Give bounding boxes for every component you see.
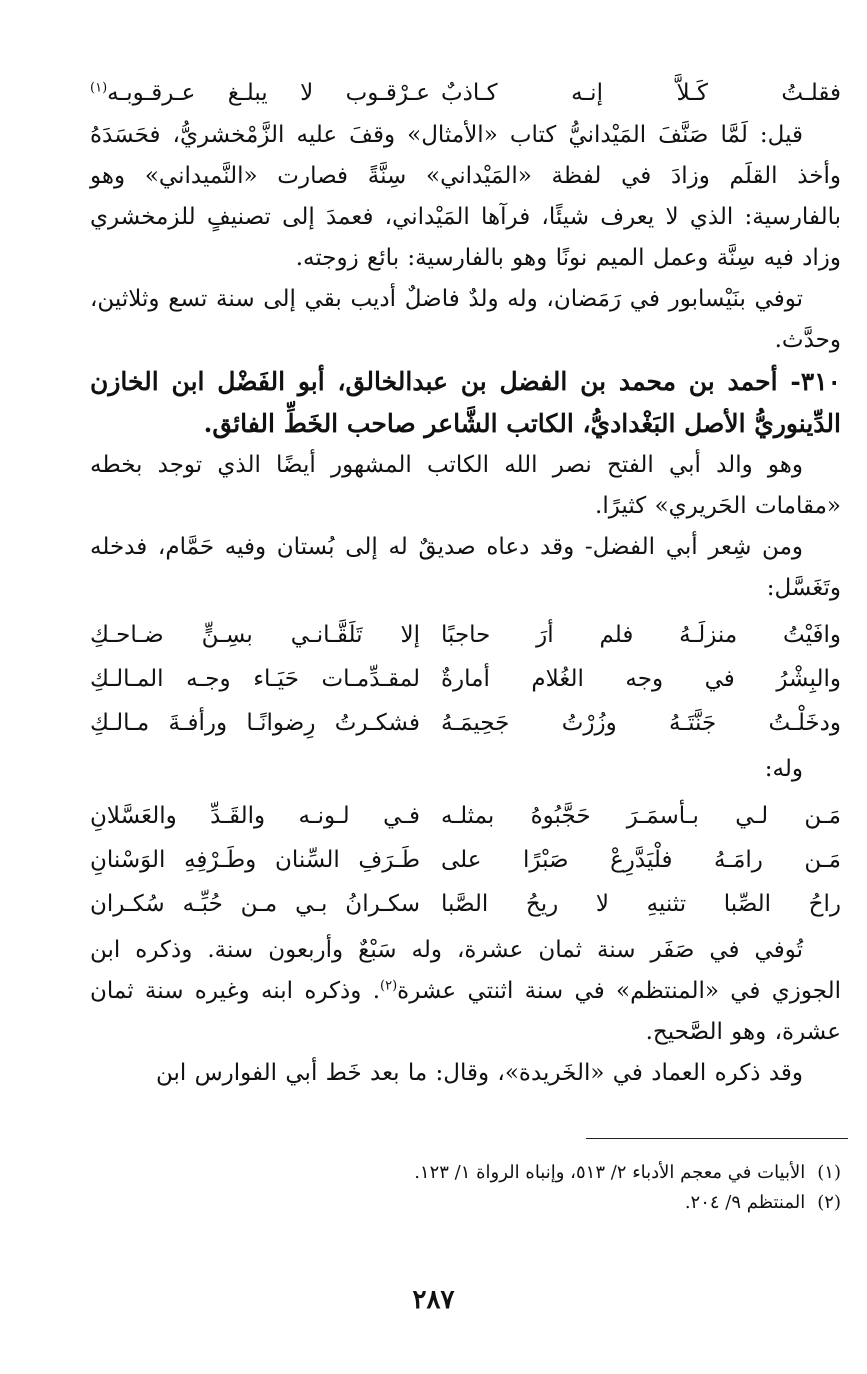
- verse-line: [90, 882, 841, 926]
- paragraph-death-date: [90, 930, 841, 1053]
- verse-hemistich-second: طَـرَفِ السِّنان وطَـرْفِهِ الوَسْنانِ: [90, 847, 420, 873]
- paragraph-imad-note: وقد ذكره العماد في «الخَريدة»، وقال: ما بعد خَط أبي الفوارس ابن: [155, 1060, 803, 1086]
- page-number: ٢٨٧: [412, 1285, 455, 1315]
- footnote: [90, 1158, 841, 1188]
- poem-2-label: وله:: [764, 756, 803, 782]
- death-date-text: تُوفي في صَفَر سنة ثمان عشرة، وله سَبْعٌ وأربعون سنة. وذكره ابن الجوزي في «المنتظم» في سنة اثنتي عشرة: [90, 937, 841, 1004]
- paragraph-maydani-story: قيل: لَمَّا صَنَّفَ المَيْدانيُّ كتاب «الأمثال» وقفَ عليه الزَّمْخشريُّ، فحَسَدَهُ وأخذ القلَم وزادَ في لفظة «المَيْداني» سِنَّةً فصارت «النَّميداني» وهو بالفارسية: الذي لا يعرف شيئًا، فرآها المَيْداني، فعمدَ إلى تصنيفٍ للزمخشري وزاد فيه سِنَّة وعمل الميم نونًا وهو بالفارسية: بائع زوجته.: [90, 122, 841, 271]
- poem-2: [90, 794, 841, 926]
- footnote-marker: (١): [90, 80, 108, 96]
- paragraph-death-note: توفي بنَيْسابور في رَمَضان، وله ولدٌ فاضلٌ أديب بقي إلى سنة تسع وثلاثين، وحدَّث.: [90, 286, 841, 353]
- verse-line: [90, 613, 841, 657]
- opening-verse: [90, 72, 841, 115]
- verse-hemistich-text: عـرْقـوب لا يبلـغ عـرقـوبـه: [107, 80, 430, 106]
- verse-hemistich-first: وافَيْتُ منزلَـهُ فلم أرَ حاجبًا: [441, 622, 841, 648]
- verse-hemistich-first: والبِشْرُ في وجه الغُلام أمارةٌ: [441, 666, 841, 692]
- verse-hemistich-second: [90, 72, 430, 115]
- verse-hemistich-second: فشكـرتُ رِضوانًـا ورأفـةَ مـالـكِ: [90, 710, 420, 736]
- death-date-text-rest: . وذكره ابنه وغيره سنة ثمان عشرة، وهو الصَّحيح.: [90, 978, 841, 1045]
- verse-line: [90, 701, 841, 745]
- verse-line: [90, 794, 841, 838]
- verse-hemistich-first: مَـن رامَـهُ فلْيَدَّرِعْ صَبْرًا على: [441, 847, 841, 873]
- footnote-text: المنتظم ٩/ ٢٠٤.: [684, 1192, 806, 1213]
- footnote-divider: [586, 1138, 848, 1139]
- verse-hemistich-first: راحُ الصِّبا تثنيهِ لا ريحُ الصَّبا: [441, 891, 841, 917]
- poem-1: [90, 613, 841, 745]
- verse-hemistich-first: مَـن لـي بـأسمَـرَ حَجَّبُوهُ بمثلـه: [441, 803, 841, 829]
- verse-hemistich-second: إلا تَلَقَّـانـي بسِـنٍّ ضـاحـكِ: [90, 622, 420, 648]
- footnote: [90, 1188, 841, 1218]
- footnote-text: الأبيات في معجم الأدباء ٢/ ٥١٣، وإنباه الرواة ١/ ١٢٣.: [414, 1162, 806, 1183]
- paragraph-poem-intro: ومن شِعر أبي الفضل- وقد دعاه صديقٌ له إلى بُستان وفيه حَمَّام، فدخله وتَغَسَّل:: [90, 534, 841, 601]
- verse-hemistich-second: سكـرانُ بـي مـن حُبِّـه سُكـران: [90, 891, 420, 917]
- verse-line: [90, 657, 841, 701]
- footnote-number: (٢): [817, 1192, 841, 1213]
- verse-hemistich-first: فقلـتُ كَـلاَّ إنـه كـاذبٌ: [441, 80, 841, 106]
- footnotes: [90, 1158, 841, 1218]
- verse-hemistich-second: فـي لـونـه والقَـدِّ والعَسَّلانِ: [90, 803, 420, 829]
- footnote-marker: (٢): [380, 978, 398, 994]
- footnote-number: (١): [817, 1162, 841, 1183]
- verse-hemistich-first: ودخَلْـتُ جَنَّتَـهُ وزُرْتُ جَحِيمَـهُ: [441, 710, 841, 736]
- verse-hemistich-second: لمقـدِّمـات حَيَـاء وجـه المـالـكِ: [90, 666, 420, 692]
- entry-heading: ٣١٠- أحمد بن محمد بن الفضل بن عبدالخالق، أبو الفَضْل ابن الخازن الدِّينوريُّ الأصل البَغْداديُّ، الكاتب الشَّاعر صاحب الخَطِّ الفائق.: [90, 367, 841, 438]
- verse-line: [90, 838, 841, 882]
- paragraph-entry-intro: وهو والد أبي الفتح نصر الله الكاتب المشهور أيضًا الذي توجد بخطه «مقامات الحَريري» كثيرًا.: [90, 452, 841, 519]
